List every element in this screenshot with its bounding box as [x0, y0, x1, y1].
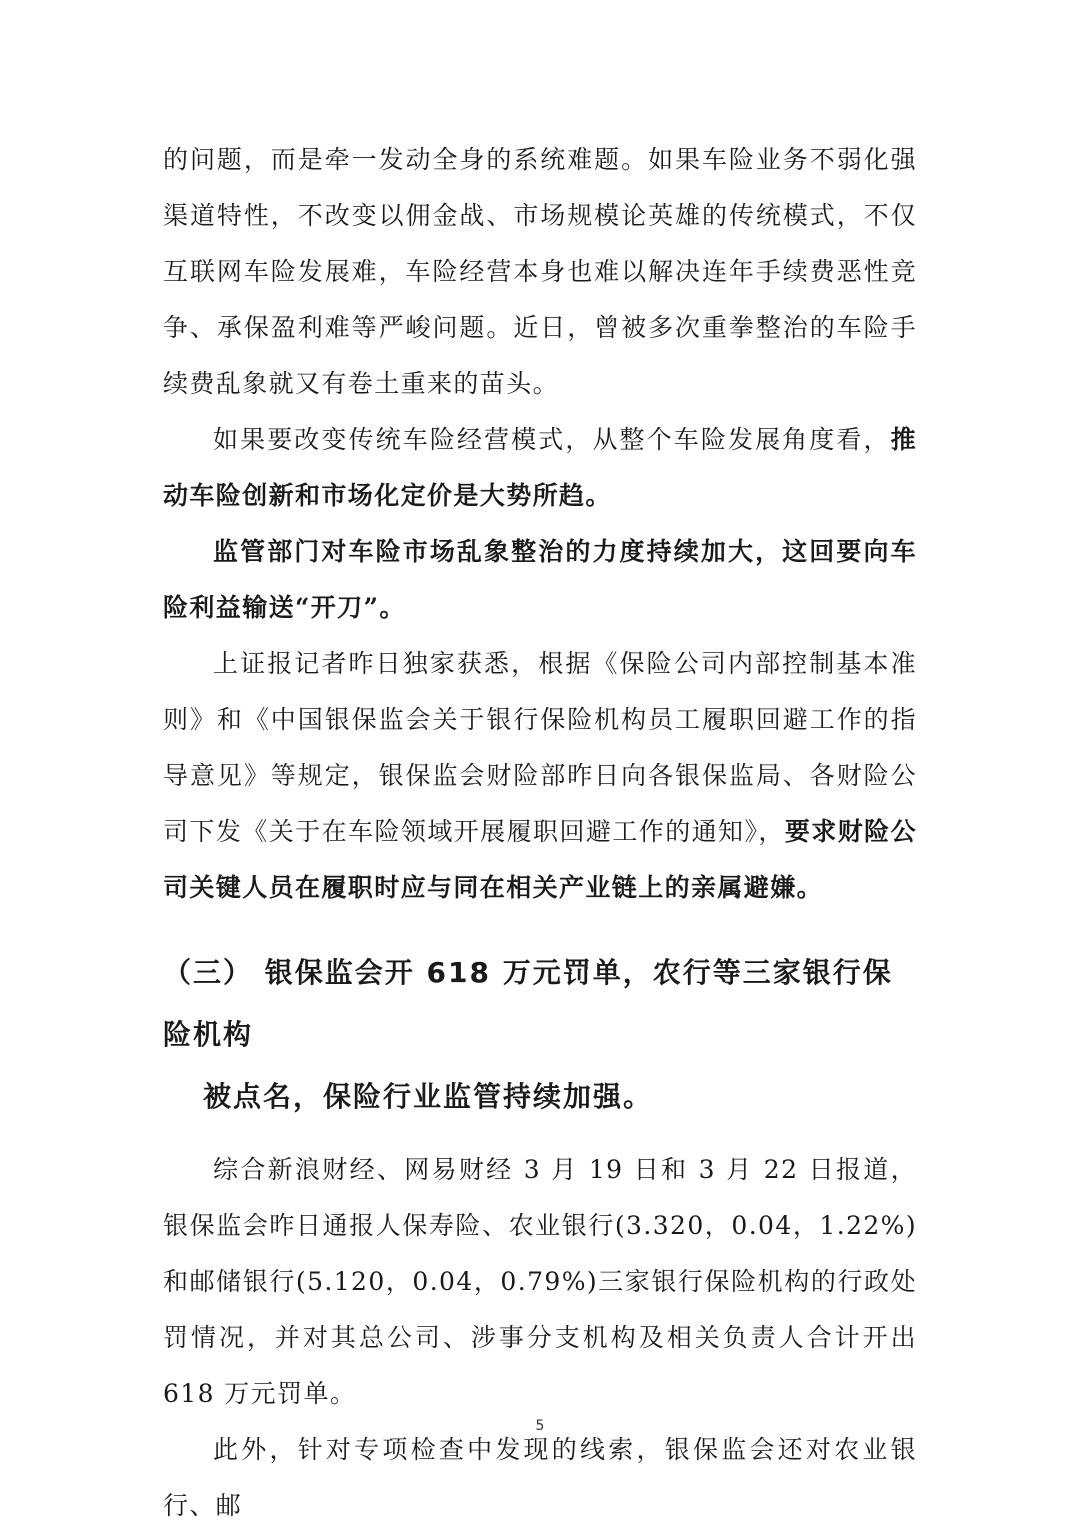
paragraph-report [163, 636, 917, 916]
section-heading-line1: （三） 银保监会开 618 万元罚单，农行等三家银行保险机构 [163, 956, 893, 1051]
paragraph-regulation: 监管部门对车险市场乱象整治的力度持续加大，这回要向车险利益输送“开刀”。 [163, 537, 917, 622]
document-body [163, 132, 917, 1534]
paragraph-reform-text: 如果要改变传统车险经营模式，从整个车险发展角度看， [213, 425, 891, 454]
paragraph-followup: 此外，针对专项检查中发现的线索，银保监会还对农业银行、邮 [163, 1435, 917, 1520]
paragraph-penalty: 综合新浪财经、网易财经 3 月 19 日和 3 月 22 日报道，银保监会昨日通报人保寿险、农业银行(3.320，0.04，1.22%)和邮储银行(5.120，0.04，0.79%)三家银行保险机构的行政处罚情况，并对其总公司、涉事分支机构及相关负责人合计开出 618 万元罚单。 [163, 1155, 917, 1408]
section-heading [163, 942, 917, 1128]
paragraph-report-text: 上证报记者昨日独家获悉，根据《保险公司内部控制基本准则》和《中国银保监会关于银行保险机构员工履职回避工作的指导意见》等规定，银保监会财险部昨日向各银保监局、各财险公司下发《关于在车险领域开展履职回避工作的通知》， [163, 649, 917, 846]
paragraph-continuation: 的问题，而是牵一发动全身的系统难题。如果车险业务不弱化强渠道特性，不改变以佣金战、市场规模论英雄的传统模式，不仅互联网车险发展难，车险经营本身也难以解决连年手续费恶性竞争、承保盈利难等严峻问题。近日，曾被多次重拳整治的车险手续费乱象就又有卷土重来的苗头。 [163, 145, 917, 398]
paragraph-report-emphasis: 要求财险公司关键人员在履职时应与同在相关产业链上的亲属避嫌。 [163, 817, 917, 902]
paragraph-reform [163, 412, 917, 524]
section-heading-line2: 被点名，保险行业监管持续加强。 [203, 1080, 654, 1113]
page-number: 5 [535, 1418, 545, 1434]
paragraph-reform-emphasis: 推动车险创新和市场化定价是大势所趋。 [163, 425, 917, 510]
